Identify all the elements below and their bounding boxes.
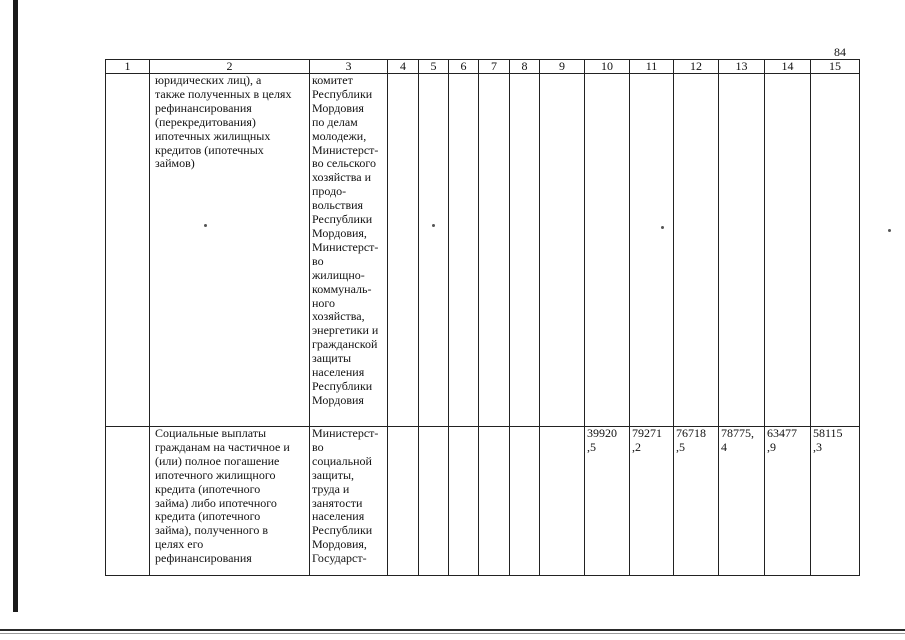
value-cell: 76718 ,5 — [674, 427, 719, 576]
table-cell — [388, 74, 419, 427]
scan-speck — [888, 229, 891, 232]
row-number-cell — [106, 74, 150, 427]
value-cell — [630, 74, 674, 427]
measure-description-cell: юридических лиц), а также полученных в целях рефинансирования (перекредитования) ипотечных жилищных кредитов (ипотечных займов) — [150, 74, 310, 427]
table-cell — [540, 74, 585, 427]
table-cell — [479, 74, 510, 427]
table-cell — [388, 427, 419, 576]
column-header: 15 — [811, 60, 860, 74]
column-header: 1 — [106, 60, 150, 74]
scan-edge-bottom — [0, 629, 905, 631]
column-header: 12 — [674, 60, 719, 74]
column-header: 11 — [630, 60, 674, 74]
table-cell — [479, 427, 510, 576]
value-cell: 58115 ,3 — [811, 427, 860, 576]
column-header: 3 — [310, 60, 388, 74]
table-cell — [510, 74, 540, 427]
scan-edge-bottom-shadow — [0, 633, 905, 634]
column-header: 7 — [479, 60, 510, 74]
table-cell — [540, 427, 585, 576]
table-row — [106, 427, 860, 576]
value-cell: 79271 ,2 — [630, 427, 674, 576]
column-header: 2 — [150, 60, 310, 74]
budget-table — [105, 59, 860, 576]
page-number: 84 — [834, 45, 846, 59]
table-cell — [419, 427, 449, 576]
table-cell — [449, 427, 479, 576]
column-header: 8 — [510, 60, 540, 74]
table-cell — [510, 427, 540, 576]
column-header: 5 — [419, 60, 449, 74]
value-cell — [585, 74, 630, 427]
column-header: 4 — [388, 60, 419, 74]
measure-description-cell: Социальные выплаты гражданам на частичное и (или) полное погашение ипотечного жилищного кредита (ипотечного займа) либо ипотечного кредита (ипотечного займа), полученного в целях его рефинансирования — [150, 427, 310, 576]
column-header: 10 — [585, 60, 630, 74]
responsible-executor-cell: Министерст- во социальной защиты, труда и занятости населения Республики Мордовия, Государст- — [310, 427, 388, 576]
table-cell — [449, 74, 479, 427]
column-header: 14 — [765, 60, 811, 74]
value-cell — [719, 74, 765, 427]
value-cell — [811, 74, 860, 427]
column-header: 9 — [540, 60, 585, 74]
responsible-executor-cell: комитет Республики Мордовия по делам молодежи, Министерст- во сельского хозяйства и продо- вольствия Республики Мордовия, Министерст- во жилищно- коммуналь- ного хозяйства, энергетики и гражданской защиты населения Республики Мордовия — [310, 74, 388, 427]
value-cell — [674, 74, 719, 427]
value-cell: 63477 ,9 — [765, 427, 811, 576]
table-cell — [419, 74, 449, 427]
table-row — [106, 74, 860, 427]
column-header: 13 — [719, 60, 765, 74]
header-row — [106, 60, 860, 74]
value-cell: 39920 ,5 — [585, 427, 630, 576]
row-number-cell — [106, 427, 150, 576]
scan-edge-left — [13, 0, 18, 612]
column-header: 6 — [449, 60, 479, 74]
value-cell: 78775, 4 — [719, 427, 765, 576]
value-cell — [765, 74, 811, 427]
